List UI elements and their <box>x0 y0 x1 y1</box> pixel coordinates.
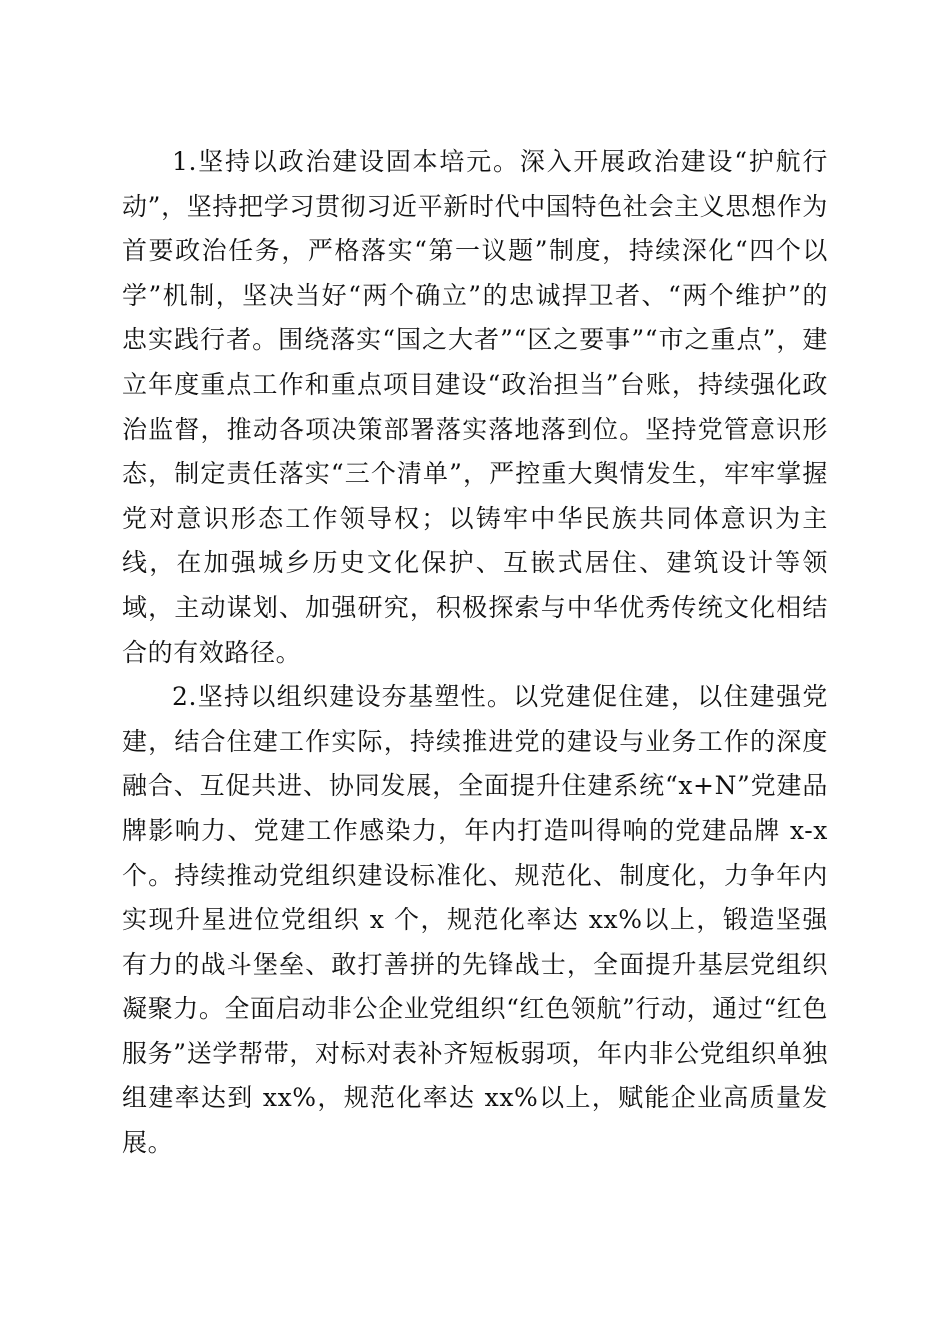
document-body <box>122 140 828 1166</box>
paragraph-political-building: 1.坚持以政治建设固本培元。深入开展政治建设“护航行动”，坚持把学习贯彻习近平新时代中国特色社会主义思想作为首要政治任务，严格落实“第一议题”制度，持续深化“四个以学”机制，坚决当好“两个确立”的忠诚捍卫者、“两个维护”的忠实践行者。围绕落实“国之大者”“区之要事”“市之重点”，建立年度重点工作和重点项目建设“政治担当”台账，持续强化政治监督，推动各项决策部署落实落地落到位。坚持党管意识形态，制定责任落实“三个清单”，严控重大舆情发生，牢牢掌握党对意识形态工作领导权；以铸牢中华民族共同体意识为主线，在加强城乡历史文化保护、互嵌式居住、建筑设计等领域，主动谋划、加强研究，积极探索与中华优秀传统文化相结合的有效路径。 <box>122 147 828 667</box>
paragraph-organization-building: 2.坚持以组织建设夯基塑性。以党建促住建，以住建强党建，结合住建工作实际，持续推进党的建设与业务工作的深度融合、互促共进、协同发展，全面提升住建系统“x+N”党建品牌影响力、党建工作感染力，年内打造叫得响的党建品牌 x-x 个。持续推动党组织建设标准化、规范化、制度化，力争年内实现升星进位党组织 x 个，规范化率达 xx%以上，锻造坚强有力的战斗堡垒、敢打善拼的先锋战士，全面提升基层党组织凝聚力。全面启动非公企业党组织“红色领航”行动，通过“红色服务”送学帮带，对标对表补齐短板弱项，年内非公党组织单独组建率达到 xx%，规范化率达 xx%以上，赋能企业高质量发展。 <box>122 682 828 1158</box>
